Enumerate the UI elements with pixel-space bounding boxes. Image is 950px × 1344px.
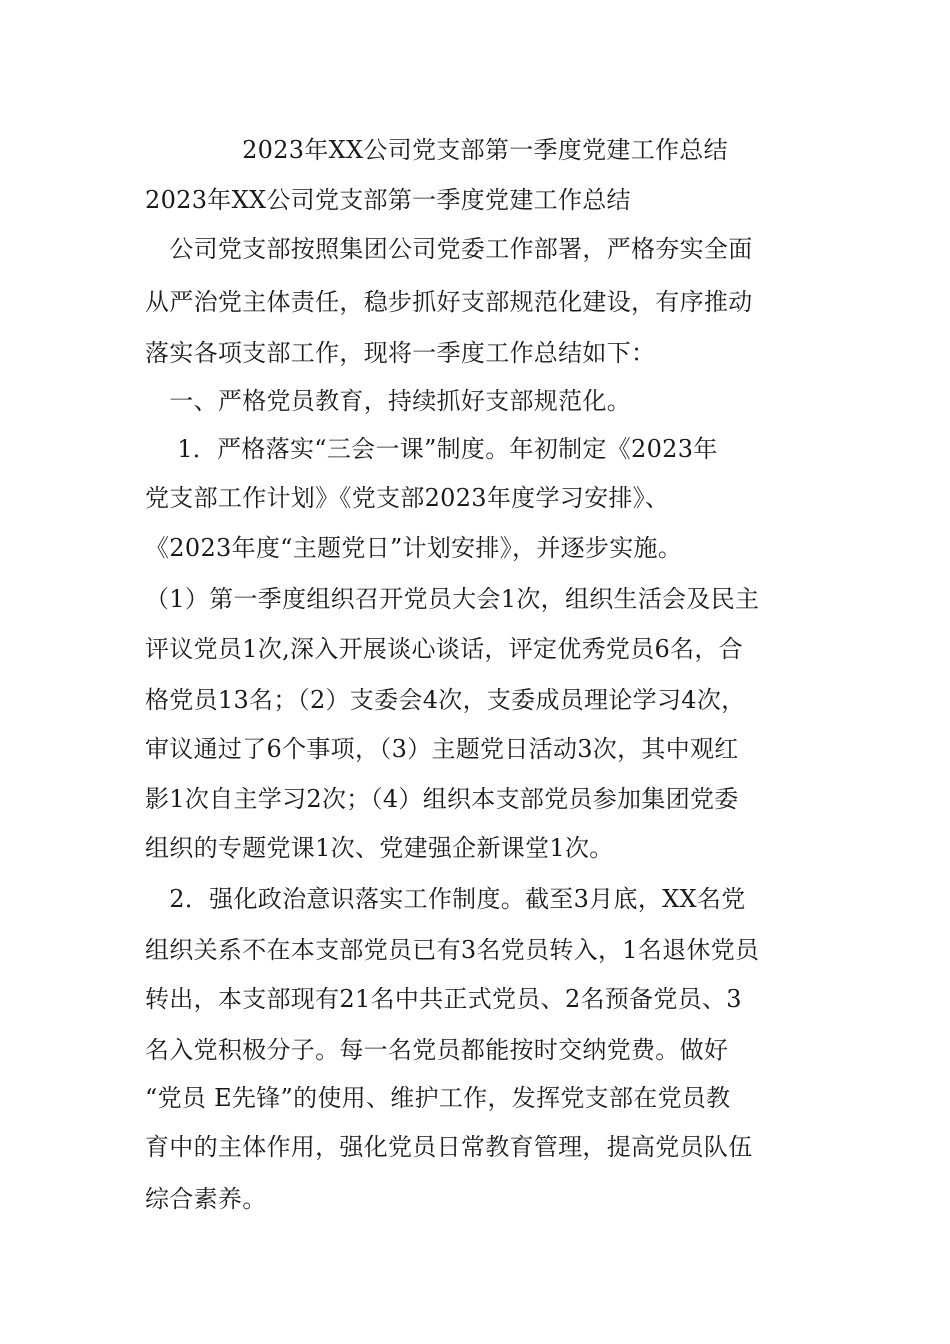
paragraph-line: 公司党支部按照集团公司党委工作部署，严格夯实全面	[145, 235, 753, 263]
paragraph-line: 转出，本支部现有21名中共正式党员、2名预备党员、3	[145, 985, 742, 1013]
document-title: 2023年XX公司党支部第一季度党建工作总结	[242, 136, 728, 164]
paragraph-line: “党员 E先锋”的使用、维护工作，发挥党支部在党员教	[145, 1084, 731, 1112]
paragraph-line: 育中的主体作用，强化党员日常教育管理，提高党员队伍	[145, 1133, 753, 1161]
paragraph-line: 1．严格落实“三会一课”制度。年初制定《2023年	[145, 435, 718, 463]
document-subtitle: 2023年XX公司党支部第一季度党建工作总结	[145, 186, 631, 214]
paragraph-line: （1）第一季度组织召开党员大会1次，组织生活会及民主	[145, 585, 760, 613]
paragraph-line: 审议通过了6个事项，（3）主题党日活动3次，其中观红	[145, 735, 739, 763]
section-heading: 一、严格党员教育，持续抓好支部规范化。	[145, 387, 631, 415]
paragraph-line: 格党员13名；（2）支委会4次，支委成员理论学习4次，	[145, 686, 746, 714]
paragraph-line: 评议党员1次,深入开展谈心谈话，评定优秀党员6名，合	[145, 635, 743, 663]
paragraph-line: 《2023年度“主题党日”计划安排》，并逐步实施。	[145, 534, 683, 562]
paragraph-line: 落实各项支部工作，现将一季度工作总结如下：	[145, 339, 656, 367]
paragraph-line: 组织关系不在本支部党员已有3名党员转入，1名退休党员	[145, 936, 760, 964]
paragraph-line: 党支部工作计划》《党支部2023年度学习安排》、	[145, 484, 670, 512]
paragraph-line: 综合素养。	[145, 1185, 267, 1213]
paragraph-line: 名入党积极分子。每一名党员都能按时交纳党费。做好	[145, 1036, 729, 1064]
paragraph-line: 从严治党主体责任，稳步抓好支部规范化建设，有序推动	[145, 288, 753, 316]
paragraph-line: 2．强化政治意识落实工作制度。截至3月底，XX名党	[145, 885, 746, 913]
paragraph-line: 影1次自主学习2次；（4）组织本支部党员参加集团党委	[145, 785, 739, 813]
paragraph-line: 组织的专题党课1次、党建强企新课堂1次。	[145, 834, 614, 862]
